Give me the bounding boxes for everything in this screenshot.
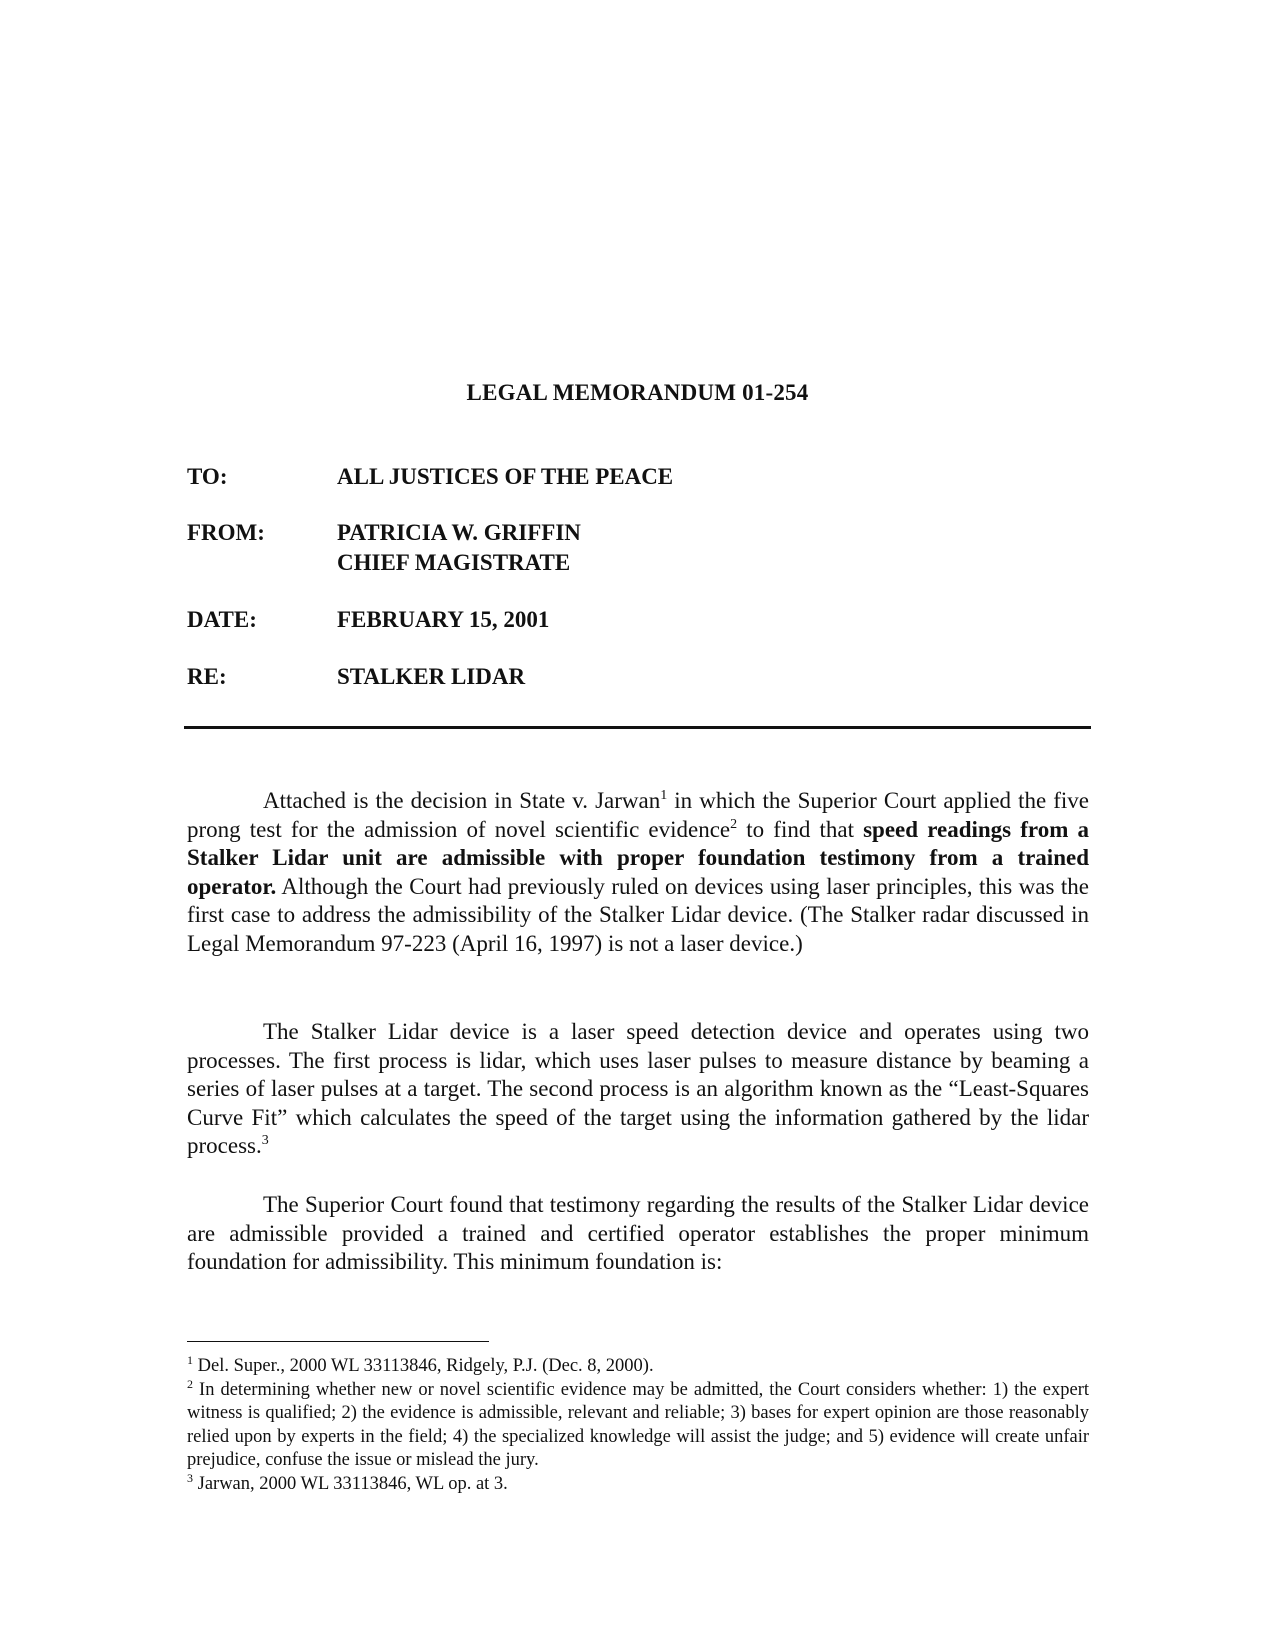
p1-text-3: to find that <box>737 816 864 842</box>
to-value: ALL JUSTICES OF THE PEACE <box>337 464 674 489</box>
footnote-1 <box>187 1355 1089 1379</box>
footnote-ref-2[interactable]: 2 <box>730 816 738 832</box>
p1-text-1: Attached is the decision in State v. Jarwan <box>263 788 661 813</box>
from-label: FROM: <box>187 520 265 545</box>
paragraph-3 <box>187 1191 1089 1277</box>
re-value: STALKER LIDAR <box>337 664 526 689</box>
footnote-1-number: 1 <box>187 1353 193 1367</box>
footnote-1-text: Del. Super., 2000 WL 33113846, Ridgely, P.J. (Dec. 8, 2000). <box>193 1356 654 1376</box>
paragraph-1 <box>187 787 1089 958</box>
paragraph-2 <box>187 1018 1089 1161</box>
to-label: TO: <box>187 464 228 489</box>
footnote-3-number: 3 <box>187 1470 193 1485</box>
header-divider <box>184 726 1091 729</box>
footnote-divider <box>187 1341 489 1342</box>
date-label: DATE: <box>187 607 257 632</box>
footnote-2-text: In determining whether new or novel scientific evidence may be admitted, the Court considers whether: 1) the expert witness is qualified; 2) the evidence is admissible, relevant and reliable; 3) bases for expert opinion are those reasonably relied upon by experts in the field; 4) the specialized knowledge will assist the judge; and 5) evidence will create unfair prejudice, confuse the issue or mislead the jury. <box>187 1379 1089 1470</box>
footnote-ref-3[interactable]: 3 <box>261 1133 269 1148</box>
footnotes <box>187 1355 1089 1496</box>
footnote-2 <box>187 1376 1089 1473</box>
footnote-ref-1[interactable]: 1 <box>660 788 668 803</box>
from-name: PATRICIA W. GRIFFIN <box>337 520 581 545</box>
footnote-2-number: 2 <box>187 1376 193 1391</box>
footnote-3-text: Jarwan, 2000 WL 33113846, WL op. at 3. <box>193 1473 508 1494</box>
p2-text: The Stalker Lidar device is a laser speed detection device and operates using two processes. The first process is lidar, which uses laser pulses to measure distance by beaming a series of laser pulses at a target. The second process is an algorithm known as the “Least-Squares Curve Fit” which calculates the speed of the target using the information gathered by the lidar process. <box>187 1019 1089 1158</box>
from-value <box>337 518 581 578</box>
from-title: CHIEF MAGISTRATE <box>337 550 571 575</box>
memo-title: LEGAL MEMORANDUM 01-254 <box>466 380 809 405</box>
p1-text-2: in which the Superior Court applied the five prong test for the admission of novel scientific evidence <box>187 788 1089 842</box>
date-value: FEBRUARY 15, 2001 <box>337 607 550 632</box>
p1-holding-bold: speed readings from a Stalker Lidar unit are admissible with proper foundation testimony from a trained operator. <box>187 816 1089 899</box>
p3-text: The Superior Court found that testimony regarding the results of the Stalker Lidar device are admissible provided a trained and certified operator establishes the proper minimum foundation for admissibility. This minimum foundation is: <box>187 1192 1089 1274</box>
footnote-3 <box>187 1470 1089 1497</box>
p1-text-4: Although the Court had previously ruled on devices using laser principles, this was the first case to address the admissibility of the Stalker Lidar device. (The Stalker radar discussed in Legal Memorandum 97-223 (April 16, 1997) is not a laser device.) <box>187 873 1089 956</box>
re-label: RE: <box>187 664 227 689</box>
